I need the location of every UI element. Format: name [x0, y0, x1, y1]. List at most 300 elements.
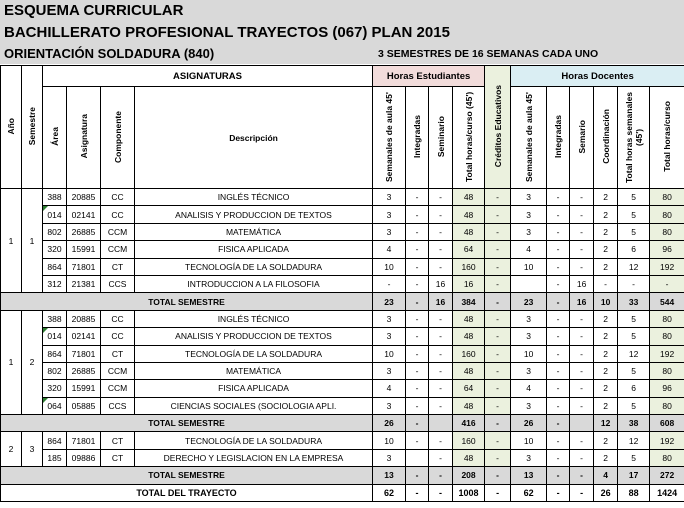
- total-horas-cell: 48: [453, 189, 485, 206]
- grand-total-cell: 88: [618, 484, 650, 501]
- table-cell: -: [406, 189, 429, 206]
- table-cell: 3: [511, 362, 547, 379]
- asignatura-code-cell: 71801: [67, 432, 101, 449]
- asignatura-code-cell: 71801: [67, 345, 101, 362]
- table-cell: 3: [373, 310, 406, 327]
- total-cell: -: [547, 293, 570, 310]
- area-cell: 312: [43, 275, 67, 292]
- total-cell: 12: [594, 415, 618, 432]
- table-row: [1, 223, 684, 240]
- componente-cell: CCS: [101, 397, 135, 414]
- table-cell: 3: [511, 189, 547, 206]
- total-cell: 16: [429, 293, 453, 310]
- total-label: TOTAL SEMESTRE: [1, 467, 373, 484]
- creditos-cell: -: [485, 275, 511, 292]
- total-cell: 10: [594, 293, 618, 310]
- table-cell: -: [547, 397, 570, 414]
- table-cell: 5: [618, 449, 650, 466]
- descripcion-cell: ANALISIS Y PRODUCCION DE TEXTOS: [135, 206, 373, 223]
- total-cell: 608: [650, 415, 684, 432]
- asignatura-code-cell: 26885: [67, 223, 101, 240]
- total-label: TOTAL SEMESTRE: [1, 293, 373, 310]
- table-row: [1, 449, 684, 466]
- header-d-coordinacion: Coordinación: [594, 87, 618, 189]
- componente-cell: CT: [101, 432, 135, 449]
- table-cell: -: [429, 189, 453, 206]
- total-cell: -: [406, 467, 429, 484]
- componente-cell: CCM: [101, 362, 135, 379]
- total-semestre-row: [1, 467, 684, 484]
- table-cell: 16: [429, 275, 453, 292]
- grand-total-cell: 1424: [650, 484, 684, 501]
- total-cell: 384: [453, 293, 485, 310]
- total-horas-cell: 48: [453, 223, 485, 240]
- area-cell: 388: [43, 310, 67, 327]
- total-cell: -: [485, 293, 511, 310]
- table-cell: 5: [618, 362, 650, 379]
- table-row: [1, 241, 684, 258]
- page-subtitle: BACHILLERATO PROFESIONAL TRAYECTOS (067) PLAN 2015: [0, 22, 684, 44]
- table-cell: -: [429, 310, 453, 327]
- table-cell: -: [429, 449, 453, 466]
- table-cell: -: [570, 345, 594, 362]
- table-cell: -: [429, 397, 453, 414]
- table-cell: 3: [511, 328, 547, 345]
- table-cell: 2: [594, 362, 618, 379]
- table-cell: 10: [511, 258, 547, 275]
- table-cell: -: [406, 206, 429, 223]
- header-d-semario: Semario: [570, 87, 594, 189]
- total-cell: -: [485, 415, 511, 432]
- area-cell: 320: [43, 380, 67, 397]
- table-cell: 2: [594, 328, 618, 345]
- creditos-cell: -: [485, 362, 511, 379]
- table-row: [1, 206, 684, 223]
- total-cell: 17: [618, 467, 650, 484]
- descripcion-cell: FISICA APLICADA: [135, 380, 373, 397]
- asignatura-code-cell: 26885: [67, 362, 101, 379]
- table-row: [1, 258, 684, 275]
- table-cell: 10: [373, 432, 406, 449]
- table-cell: 16: [570, 275, 594, 292]
- total-cell: -: [406, 293, 429, 310]
- area-cell: 802: [43, 362, 67, 379]
- total-cell: -: [429, 467, 453, 484]
- total-cell: 23: [373, 293, 406, 310]
- table-cell: 3: [373, 328, 406, 345]
- table-cell: -: [429, 432, 453, 449]
- semester-cell: 3: [22, 432, 43, 467]
- table-cell: -: [406, 380, 429, 397]
- creditos-cell: -: [485, 223, 511, 240]
- header-integradas: Integradas: [406, 87, 429, 189]
- table-cell: 3: [511, 310, 547, 327]
- total-cell: 38: [618, 415, 650, 432]
- total-semestre-row: [1, 415, 684, 432]
- table-cell: 5: [618, 206, 650, 223]
- area-cell: 014: [43, 328, 67, 345]
- asignatura-code-cell: 02141: [67, 328, 101, 345]
- table-cell: 2: [594, 206, 618, 223]
- componente-cell: CCS: [101, 275, 135, 292]
- table-cell: -: [547, 241, 570, 258]
- table-cell: 12: [618, 258, 650, 275]
- componente-cell: CCM: [101, 223, 135, 240]
- semesters-note: 3 SEMESTRES DE 16 SEMANAS CADA UNO: [378, 48, 599, 60]
- header-total-horas-curso: Total horas/curso (45'): [453, 87, 485, 189]
- table-cell: 10: [511, 345, 547, 362]
- table-cell: -: [570, 189, 594, 206]
- table-cell: -: [618, 275, 650, 292]
- componente-cell: CT: [101, 449, 135, 466]
- table-cell: 3: [373, 206, 406, 223]
- grand-total-cell: -: [485, 484, 511, 501]
- asignatura-code-cell: 05885: [67, 397, 101, 414]
- header-asignaturas: ASIGNATURAS: [43, 66, 373, 87]
- descripcion-cell: TECNOLOGÍA DE LA SOLDADURA: [135, 345, 373, 362]
- area-cell: 864: [43, 432, 67, 449]
- orientation-bar: [0, 44, 684, 64]
- total-horas-cell: 48: [453, 310, 485, 327]
- table-cell: 2: [594, 380, 618, 397]
- table-cell: -: [570, 380, 594, 397]
- semester-cell: 1: [22, 189, 43, 293]
- total-docente-cell: 96: [650, 380, 684, 397]
- grand-total-cell: 62: [373, 484, 406, 501]
- table-cell: 5: [618, 223, 650, 240]
- table-cell: 2: [594, 345, 618, 362]
- orientation-label: ORIENTACIÓN SOLDADURA (840): [4, 46, 215, 61]
- descripcion-cell: INTRODUCCION A LA FILOSOFIA: [135, 275, 373, 292]
- total-cell: 26: [511, 415, 547, 432]
- table-cell: 4: [511, 380, 547, 397]
- table-cell: -: [547, 223, 570, 240]
- page-title: ESQUEMA CURRICULAR: [0, 0, 684, 22]
- grand-total-cell: -: [570, 484, 594, 501]
- table-row: [1, 275, 684, 292]
- area-cell: 064: [43, 397, 67, 414]
- grand-total-cell: -: [429, 484, 453, 501]
- table-cell: -: [406, 397, 429, 414]
- table-cell: 2: [594, 258, 618, 275]
- total-label: TOTAL SEMESTRE: [1, 415, 373, 432]
- descripcion-cell: MATEMÁTICA: [135, 223, 373, 240]
- descripcion-cell: MATEMÁTICA: [135, 362, 373, 379]
- year-cell: 1: [1, 310, 22, 414]
- total-horas-cell: 64: [453, 380, 485, 397]
- creditos-cell: -: [485, 328, 511, 345]
- table-cell: -: [570, 362, 594, 379]
- total-horas-cell: 16: [453, 275, 485, 292]
- total-horas-cell: 64: [453, 241, 485, 258]
- header-d-semanales: Semanales de aula 45': [511, 87, 547, 189]
- total-cell: 4: [594, 467, 618, 484]
- grand-total-cell: 26: [594, 484, 618, 501]
- area-cell: 388: [43, 189, 67, 206]
- table-cell: -: [429, 241, 453, 258]
- table-cell: -: [429, 345, 453, 362]
- table-cell: -: [429, 380, 453, 397]
- header-creditos: Créditos Educativos: [485, 66, 511, 189]
- table-cell: -: [406, 362, 429, 379]
- header-anio: Año: [1, 66, 22, 189]
- table-row: [1, 189, 684, 206]
- area-cell: 864: [43, 258, 67, 275]
- componente-cell: CC: [101, 189, 135, 206]
- area-cell: 864: [43, 345, 67, 362]
- total-horas-cell: 160: [453, 345, 485, 362]
- total-cell: [570, 415, 594, 432]
- table-row: [1, 362, 684, 379]
- table-cell: [406, 449, 429, 466]
- total-cell: -: [547, 467, 570, 484]
- creditos-cell: -: [485, 380, 511, 397]
- table-cell: -: [429, 206, 453, 223]
- grand-total-cell: -: [406, 484, 429, 501]
- asignatura-code-cell: 15991: [67, 241, 101, 258]
- descripcion-cell: TECNOLOGÍA DE LA SOLDADURA: [135, 432, 373, 449]
- asignatura-code-cell: 20885: [67, 310, 101, 327]
- table-cell: -: [547, 432, 570, 449]
- table-cell: 4: [373, 241, 406, 258]
- total-trayecto-row: [1, 484, 684, 501]
- total-cell: -: [547, 415, 570, 432]
- table-cell: 5: [618, 189, 650, 206]
- table-cell: -: [570, 328, 594, 345]
- table-cell: -: [547, 275, 570, 292]
- table-cell: -: [406, 328, 429, 345]
- total-cell: 33: [618, 293, 650, 310]
- asignatura-code-cell: 71801: [67, 258, 101, 275]
- table-cell: 2: [594, 189, 618, 206]
- header-seminario: Seminario: [429, 87, 453, 189]
- componente-cell: CC: [101, 328, 135, 345]
- area-cell: 802: [43, 223, 67, 240]
- creditos-cell: -: [485, 345, 511, 362]
- componente-cell: CCM: [101, 241, 135, 258]
- creditos-cell: -: [485, 397, 511, 414]
- table-cell: -: [547, 258, 570, 275]
- semester-cell: 2: [22, 310, 43, 414]
- table-cell: 2: [594, 241, 618, 258]
- table-cell: 3: [511, 397, 547, 414]
- total-cell: 16: [570, 293, 594, 310]
- header-descripcion: Descripción: [135, 87, 373, 189]
- creditos-cell: -: [485, 449, 511, 466]
- asignatura-code-cell: 09886: [67, 449, 101, 466]
- grand-total-cell: 62: [511, 484, 547, 501]
- table-row: [1, 432, 684, 449]
- table-cell: -: [547, 206, 570, 223]
- table-cell: 10: [511, 432, 547, 449]
- table-cell: 2: [594, 432, 618, 449]
- descripcion-cell: INGLÉS TÉCNICO: [135, 189, 373, 206]
- table-cell: -: [570, 310, 594, 327]
- table-cell: 5: [618, 328, 650, 345]
- table-row: [1, 328, 684, 345]
- table-cell: -: [570, 223, 594, 240]
- creditos-cell: -: [485, 310, 511, 327]
- creditos-cell: -: [485, 258, 511, 275]
- table-cell: -: [570, 206, 594, 223]
- total-horas-cell: 160: [453, 432, 485, 449]
- table-cell: -: [570, 432, 594, 449]
- creditos-cell: -: [485, 189, 511, 206]
- table-cell: -: [547, 362, 570, 379]
- total-docente-cell: 80: [650, 397, 684, 414]
- asignatura-code-cell: 21381: [67, 275, 101, 292]
- table-cell: -: [547, 449, 570, 466]
- table-cell: -: [594, 275, 618, 292]
- total-cell: 13: [511, 467, 547, 484]
- total-horas-cell: 48: [453, 206, 485, 223]
- header-asignatura: Asignatura: [67, 87, 101, 189]
- total-cell: 544: [650, 293, 684, 310]
- total-docente-cell: 192: [650, 432, 684, 449]
- componente-cell: CT: [101, 258, 135, 275]
- table-cell: -: [429, 223, 453, 240]
- table-cell: -: [547, 328, 570, 345]
- total-cell: 13: [373, 467, 406, 484]
- total-cell: [429, 415, 453, 432]
- area-cell: 320: [43, 241, 67, 258]
- descripcion-cell: DERECHO Y LEGISLACION EN LA EMPRESA: [135, 449, 373, 466]
- table-cell: -: [406, 345, 429, 362]
- table-row: [1, 380, 684, 397]
- total-cell: -: [406, 415, 429, 432]
- table-cell: -: [547, 310, 570, 327]
- descripcion-cell: CIENCIAS SOCIALES (SOCIOLOGIA APLI.: [135, 397, 373, 414]
- total-docente-cell: -: [650, 275, 684, 292]
- total-docente-cell: 80: [650, 206, 684, 223]
- table-cell: 10: [373, 345, 406, 362]
- table-cell: -: [547, 380, 570, 397]
- componente-cell: CC: [101, 206, 135, 223]
- header-horas-estudiantes: Horas Estudiantes: [373, 66, 485, 87]
- table-cell: 2: [594, 310, 618, 327]
- header-semanales: Semanales de aula 45': [373, 87, 406, 189]
- descripcion-cell: TECNOLOGÍA DE LA SOLDADURA: [135, 258, 373, 275]
- total-horas-cell: 48: [453, 328, 485, 345]
- table-row: [1, 397, 684, 414]
- table-cell: -: [406, 258, 429, 275]
- total-docente-cell: 80: [650, 223, 684, 240]
- total-horas-cell: 48: [453, 362, 485, 379]
- table-cell: 12: [618, 345, 650, 362]
- table-cell: -: [570, 449, 594, 466]
- grand-total-label: TOTAL DEL TRAYECTO: [1, 484, 373, 501]
- total-docente-cell: 96: [650, 241, 684, 258]
- total-docente-cell: 80: [650, 189, 684, 206]
- table-cell: 3: [373, 449, 406, 466]
- asignatura-code-cell: 15991: [67, 380, 101, 397]
- table-cell: 3: [373, 397, 406, 414]
- table-cell: 4: [511, 241, 547, 258]
- table-cell: 5: [618, 310, 650, 327]
- descripcion-cell: INGLÉS TÉCNICO: [135, 310, 373, 327]
- curriculum-table: [0, 65, 684, 502]
- total-docente-cell: 192: [650, 345, 684, 362]
- table-cell: 2: [594, 397, 618, 414]
- creditos-cell: -: [485, 206, 511, 223]
- table-cell: -: [406, 241, 429, 258]
- total-cell: -: [570, 467, 594, 484]
- descripcion-cell: FISICA APLICADA: [135, 241, 373, 258]
- total-docente-cell: 80: [650, 328, 684, 345]
- year-cell: 1: [1, 189, 22, 293]
- area-cell: 014: [43, 206, 67, 223]
- componente-cell: CCM: [101, 380, 135, 397]
- table-cell: 3: [511, 206, 547, 223]
- header-componente: Componente: [101, 87, 135, 189]
- total-docente-cell: 80: [650, 449, 684, 466]
- area-cell: 185: [43, 449, 67, 466]
- componente-cell: CC: [101, 310, 135, 327]
- total-docente-cell: 80: [650, 310, 684, 327]
- table-cell: 2: [594, 449, 618, 466]
- table-cell: 10: [373, 258, 406, 275]
- total-cell: -: [485, 467, 511, 484]
- grand-total-cell: 1008: [453, 484, 485, 501]
- table-cell: -: [429, 258, 453, 275]
- table-cell: 6: [618, 380, 650, 397]
- table-cell: 12: [618, 432, 650, 449]
- table-row: [1, 345, 684, 362]
- table-cell: 3: [373, 362, 406, 379]
- header-d-integradas: Integradas: [547, 87, 570, 189]
- componente-cell: CT: [101, 345, 135, 362]
- total-cell: 26: [373, 415, 406, 432]
- grand-total-cell: -: [547, 484, 570, 501]
- table-cell: 3: [511, 449, 547, 466]
- table-cell: 3: [373, 223, 406, 240]
- table-cell: -: [429, 362, 453, 379]
- asignatura-code-cell: 02141: [67, 206, 101, 223]
- total-cell: 272: [650, 467, 684, 484]
- creditos-cell: -: [485, 432, 511, 449]
- total-horas-cell: 48: [453, 397, 485, 414]
- header-d-total-semanales: Total horas semanales (45'): [618, 87, 650, 189]
- total-horas-cell: 48: [453, 449, 485, 466]
- total-cell: 208: [453, 467, 485, 484]
- year-cell: 2: [1, 432, 22, 467]
- asignatura-code-cell: 20885: [67, 189, 101, 206]
- header-horas-docentes: Horas Docentes: [511, 66, 684, 87]
- table-cell: -: [406, 275, 429, 292]
- total-cell: 416: [453, 415, 485, 432]
- table-cell: -: [429, 328, 453, 345]
- creditos-cell: -: [485, 241, 511, 258]
- table-cell: -: [570, 258, 594, 275]
- header-area: Área: [43, 87, 67, 189]
- table-cell: -: [373, 275, 406, 292]
- table-cell: -: [547, 345, 570, 362]
- table-cell: 3: [373, 189, 406, 206]
- total-docente-cell: 192: [650, 258, 684, 275]
- total-horas-cell: 160: [453, 258, 485, 275]
- table-cell: -: [406, 310, 429, 327]
- table-cell: [511, 275, 547, 292]
- table-cell: -: [570, 397, 594, 414]
- total-semestre-row: [1, 293, 684, 310]
- table-cell: 3: [511, 223, 547, 240]
- header-d-total-curso: Total horas/curso: [650, 87, 684, 189]
- table-cell: -: [406, 432, 429, 449]
- table-cell: -: [570, 241, 594, 258]
- table-cell: 6: [618, 241, 650, 258]
- header-semestre: Semestre: [22, 66, 43, 189]
- table-cell: 4: [373, 380, 406, 397]
